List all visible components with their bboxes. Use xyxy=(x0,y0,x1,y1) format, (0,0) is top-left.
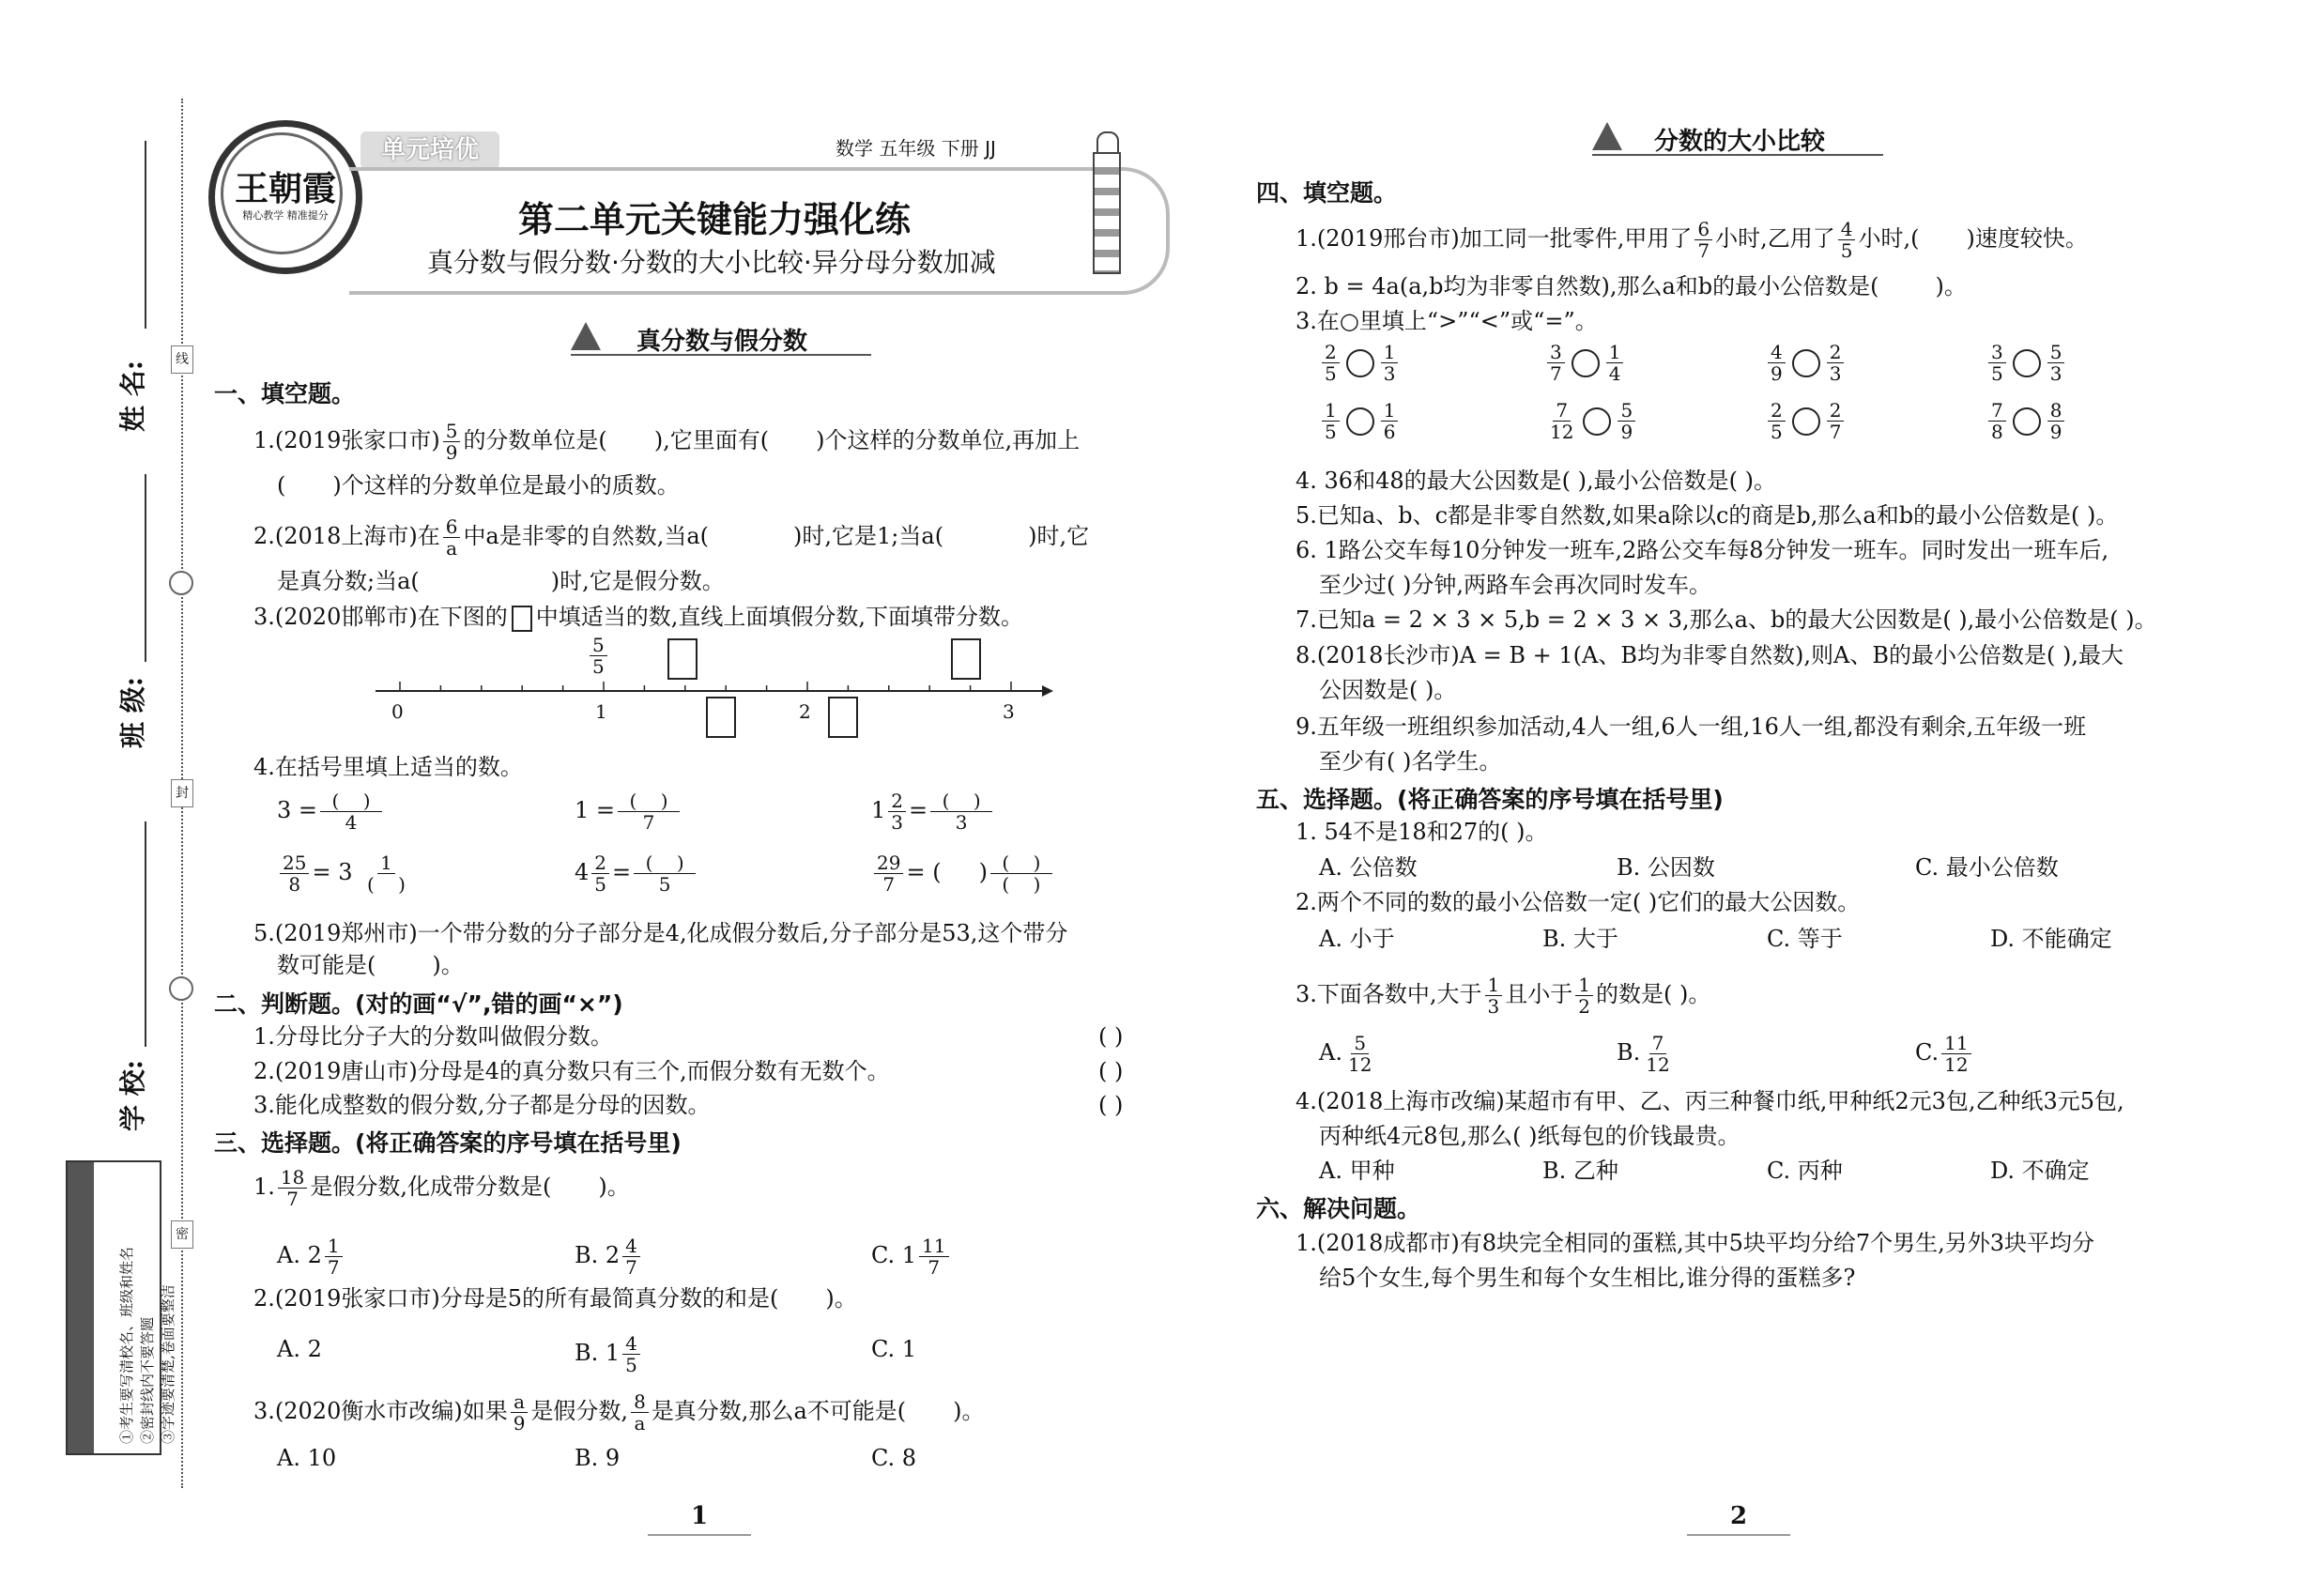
choice-1: 1. $\frac{18}{7}$ 是假分数,化成带分数是( )。 xyxy=(253,1166,630,1210)
question-5-cont: 数可能是( )。 xyxy=(277,952,464,978)
q4-item: 1 = $\frac{( )}{7}$ xyxy=(575,790,682,833)
choice-option[interactable]: C. 等于 xyxy=(1767,926,1843,952)
q4-item: 3 = $\frac{( )}{4}$ xyxy=(277,790,385,833)
choice-option[interactable]: D. 不能确定 xyxy=(1990,926,2112,952)
box-icon xyxy=(512,606,532,632)
section-title: 六、解决问题。 xyxy=(1256,1195,1421,1222)
question-r9: 9.五年级一班组织参加活动,4人一组,6人一组,16人一组,都没有剩余,五年级一班 xyxy=(1296,714,2087,740)
seal-mark-seal: 封 xyxy=(171,779,193,807)
choice-option[interactable]: B. 大于 xyxy=(1542,926,1618,952)
choice-option[interactable]: B. 公因数 xyxy=(1617,854,1715,881)
choice-r4: 4.(2018上海市改编)某超市有甲、乙、丙三种餐巾纸,甲种纸2元3包,乙种纸3元5包, xyxy=(1296,1088,2124,1114)
topic-header-right xyxy=(1592,122,1883,165)
answer-blank[interactable]: ( ) xyxy=(634,852,696,874)
choice-r1: 1. 54不是18和27的( )。 xyxy=(1296,819,1548,845)
q4-item: 4 $\frac{2}{5}$ = $\frac{( )}{5}$ xyxy=(575,852,698,895)
seal-mark-line: 线 xyxy=(171,345,193,374)
notice-box xyxy=(66,1160,176,1455)
choice-option[interactable]: C. 最小公倍数 xyxy=(1915,854,2059,881)
compare-item: $\frac{3}{7}$ $\frac{1}{4}$ xyxy=(1544,342,1626,384)
choice-option[interactable]: B. 乙种 xyxy=(1542,1158,1618,1184)
question-5: 5.(2019郑州市)一个带分数的分子部分是4,化成假分数后,分子部分是53,这个带分 xyxy=(253,920,1068,946)
choice-r3: 3.下面各数中,大于 $\frac{1}{3}$ 且小于 $\frac{1}{2}$ 的数是( )。 xyxy=(1296,974,1711,1018)
choice-3: 3.(2020衡水市改编)如果 $\frac{a}{9}$ 是假分数, $\frac{8}{a}$ 是真分数,那么a不可能是( )。 xyxy=(253,1390,985,1435)
judge-item: 1.分母比分子大的分数叫做假分数。 xyxy=(253,1023,613,1050)
compare-circle[interactable] xyxy=(2013,349,2041,377)
choice-r4-cont: 丙种纸4元8包,那么( )纸每包的价钱最贵。 xyxy=(1319,1123,1740,1149)
problem-1: 1.(2018成都市)有8块完全相同的蛋糕,其中5块平均分给7个男生,另外3块平均分 xyxy=(1296,1230,2095,1256)
number-line-label: 3 xyxy=(1003,700,1015,723)
class-label: 班 级: xyxy=(117,676,148,748)
question-1-cont: ( )个这样的分数单位是最小的质数。 xyxy=(277,472,680,499)
answer-area[interactable] xyxy=(1319,1305,2211,1483)
problem-1-cont: 给5个女生,每个男生和每个女生相比,谁分得的蛋糕多? xyxy=(1319,1265,1856,1291)
compare-grid xyxy=(1319,342,2070,464)
question-r8: 8.(2018长沙市)A = B + 1(A、B均为非零自然数),则A、B的最小公倍数是( ),最大 xyxy=(1296,642,2124,668)
question-r8-cont: 公因数是( )。 xyxy=(1319,677,1457,703)
choice-option[interactable]: A. 2 xyxy=(277,1336,322,1362)
series-tag-label: 单元培优 xyxy=(380,136,479,164)
choice-2: 2.(2019张家口市)分母是5的所有最简真分数的和是( )。 xyxy=(253,1285,857,1312)
number-line-label: 1 xyxy=(595,700,607,723)
choice-option[interactable]: C. 8 xyxy=(871,1445,917,1471)
topic-header-left xyxy=(571,322,871,365)
compare-item: $\frac{7}{8}$ $\frac{8}{9}$ xyxy=(1986,400,2067,442)
page-number-underline xyxy=(648,1534,751,1536)
answer-blank[interactable]: ( ) xyxy=(618,790,680,812)
compare-item: $\frac{4}{9}$ $\frac{2}{3}$ xyxy=(1765,342,1847,384)
notice-item: ③字迹要清楚,卷面要整洁 xyxy=(160,1284,176,1444)
seal-mark-secret: 密 xyxy=(171,1220,193,1249)
brand-logo xyxy=(208,120,362,274)
header-meta: 数学 五年级 下册 JJ xyxy=(836,137,996,160)
compare-circle[interactable] xyxy=(1572,349,1600,377)
sailboat-icon xyxy=(571,322,601,350)
answer-blank[interactable]: ( ) xyxy=(990,852,1052,874)
choice-r2: 2.两个不同的数的最小公倍数一定( )它们的最大公因数。 xyxy=(1296,889,1861,915)
section-title: 一、填空题。 xyxy=(214,380,356,407)
brand-sub: 精心教学 精准提分 xyxy=(242,209,329,222)
notice-item: ①考生要写清校名、班级和姓名 xyxy=(118,1246,135,1444)
topic-title-right: 分数的大小比较 xyxy=(1654,128,1826,156)
choice-option[interactable]: D. 不确定 xyxy=(1990,1158,2090,1184)
answer-box-above[interactable] xyxy=(667,638,698,680)
binding-hole-icon xyxy=(169,571,193,595)
choice-option[interactable]: A. 10 xyxy=(277,1445,337,1471)
choice-option[interactable]: B. 9 xyxy=(575,1445,621,1471)
compare-circle[interactable] xyxy=(1792,407,1820,436)
question-r6-cont: 至少过( )分钟,两路车会再次同时发车。 xyxy=(1319,572,1711,598)
question-r6: 6. 1路公交车每10分钟发一班车,2路公交车每8分钟发一班车。同时发出一班车后, xyxy=(1296,537,2109,563)
number-line-top-fraction: $\frac{5}{5}$ xyxy=(590,635,607,677)
question-1: 1.(2019张家口市) $\frac{5}{9}$ 的分数单位是( ),它里面有( )个这样的分数单位,再加上 xyxy=(253,420,1081,464)
school-label: 学 校: xyxy=(117,1059,148,1131)
choice-option[interactable]: A. $\frac{5}{12}$ xyxy=(1319,1032,1372,1076)
series-tag xyxy=(360,131,499,169)
section-title: 二、判断题。(对的画“√”,错的画“×”) xyxy=(214,990,623,1018)
choice-option[interactable]: C. 1 xyxy=(871,1336,917,1362)
section-title: 三、选择题。(将正确答案的序号填在括号里) xyxy=(214,1129,682,1157)
page-number: 1 xyxy=(690,1502,709,1530)
notice-title: 注意事项 xyxy=(95,1365,114,1429)
question-r5: 5.已知a、b、c都是非零自然数,如果a除以c的商是b,那么a和b的最小公倍数是( )。 xyxy=(1296,502,2119,529)
question-r3: 3.在○里填上“>”“<”或“=”。 xyxy=(1296,308,1598,334)
sailboat-icon xyxy=(1592,122,1622,150)
compare-circle[interactable] xyxy=(2013,407,2041,436)
binding-hole-icon xyxy=(169,976,193,1001)
notice-item: ②密封线内不要答题 xyxy=(139,1316,156,1444)
choice-option[interactable]: A. 甲种 xyxy=(1319,1158,1395,1184)
compare-item: $\frac{1}{5}$ $\frac{1}{6}$ xyxy=(1319,400,1401,442)
question-2-cont: 是真分数;当a( )时,它是假分数。 xyxy=(277,568,725,594)
topic-title-left: 真分数与假分数 xyxy=(636,328,808,356)
compare-circle[interactable] xyxy=(1346,349,1374,377)
q4-item: $\frac{25}{8}$ = 3 $\frac{1}{( )}$ xyxy=(277,852,420,895)
compare-circle[interactable] xyxy=(1583,407,1611,436)
choice-option[interactable]: B. 1 $\frac{4}{5}$ xyxy=(575,1333,643,1375)
choice-option[interactable]: C. $\frac{11}{12}$ xyxy=(1915,1033,1974,1075)
compare-item: $\frac{7}{12}$ $\frac{5}{9}$ xyxy=(1544,400,1638,442)
choice-option[interactable]: B. $\frac{7}{12}$ xyxy=(1617,1032,1670,1076)
number-line-label: 0 xyxy=(391,700,404,723)
compare-item: $\frac{3}{5}$ $\frac{5}{3}$ xyxy=(1986,342,2067,384)
compare-item: $\frac{2}{5}$ $\frac{2}{7}$ xyxy=(1765,400,1847,442)
choice-option[interactable]: A. 公倍数 xyxy=(1319,854,1418,881)
answer-blank[interactable]: ( ) xyxy=(366,873,406,896)
page-number-underline xyxy=(1687,1534,1790,1536)
number-line-label: 2 xyxy=(799,700,811,723)
q4-item: $\frac{29}{7}$ = ( ) $\frac{( )}{( )}$ xyxy=(871,852,1055,895)
answer-box-below[interactable] xyxy=(706,697,736,738)
judge-answer[interactable]: ( ) xyxy=(1098,1023,1124,1050)
choice-option[interactable]: B. 2 $\frac{4}{7}$ xyxy=(575,1235,643,1278)
choice-option[interactable]: C. 1 $\frac{11}{7}$ xyxy=(871,1235,952,1278)
name-label: 姓 名: xyxy=(117,360,148,432)
question-r2: 2. b = 4a(a,b均为非零自然数),那么a和b的最小公倍数是( )。 xyxy=(1296,273,1967,299)
choice-option[interactable]: C. 丙种 xyxy=(1767,1158,1843,1184)
answer-box-above[interactable] xyxy=(951,638,981,680)
judge-answer[interactable]: ( ) xyxy=(1098,1058,1124,1084)
answer-blank[interactable]: ( ) xyxy=(320,790,382,812)
question-r4: 4. 36和48的最大公因数是( ),最小公倍数是( )。 xyxy=(1296,468,1776,494)
section-title: 五、选择题。(将正确答案的序号填在括号里) xyxy=(1256,786,1724,813)
compare-item: $\frac{2}{5}$ $\frac{1}{3}$ xyxy=(1319,342,1401,384)
judge-answer[interactable]: ( ) xyxy=(1098,1092,1124,1118)
page-subtitle: 真分数与假分数·分数的大小比较·异分母分数加减 xyxy=(427,247,996,278)
answer-blank[interactable]: ( ) xyxy=(1002,873,1041,896)
question-4: 4.在括号里填上适当的数。 xyxy=(253,754,523,780)
judge-item: 2.(2019唐山市)分母是4的真分数只有三个,而假分数有无数个。 xyxy=(253,1058,890,1084)
compare-circle[interactable] xyxy=(1792,349,1820,377)
brand-name: 王朝霞 xyxy=(234,169,336,208)
judge-item: 3.能化成整数的假分数,分子都是分母的因数。 xyxy=(253,1092,711,1118)
question-r9-cont: 至少有( )名学生。 xyxy=(1319,748,1502,775)
choice-option[interactable]: A. 小于 xyxy=(1319,926,1395,952)
page-title: 第二单元关键能力强化练 xyxy=(518,199,912,240)
lighthouse-icon xyxy=(1089,131,1123,272)
question-3: 3.(2020邯郸市)在下图的 中填适当的数,直线上面填假分数,下面填带分数。 xyxy=(253,604,1023,630)
page-number: 2 xyxy=(1729,1502,1748,1530)
section-title: 四、填空题。 xyxy=(1256,179,1398,207)
question-r1: 1.(2019邢台市)加工同一批零件,甲用了 $\frac{6}{7}$ 小时,乙用了 $\frac{4}{5}$ 小时,( )速度较快。 xyxy=(1296,218,2088,262)
q4-item: 1 $\frac{2}{3}$ = $\frac{( )}{3}$ xyxy=(871,790,995,833)
question-2: 2.(2018上海市)在 $\frac{6}{a}$ 中a是非零的自然数,当a( )时,它是1;当a( )时,它 xyxy=(253,515,1090,560)
compare-circle[interactable] xyxy=(1346,407,1374,436)
choice-option[interactable]: A. 2 $\frac{1}{7}$ xyxy=(277,1235,345,1278)
question-r7: 7.已知a = 2 × 3 × 5,b = 2 × 3 × 3,那么a、b的最大公因数是( ),最小公倍数是( )。 xyxy=(1296,606,2157,633)
answer-blank[interactable]: ( ) xyxy=(930,790,992,812)
answer-box-below[interactable] xyxy=(828,697,858,738)
